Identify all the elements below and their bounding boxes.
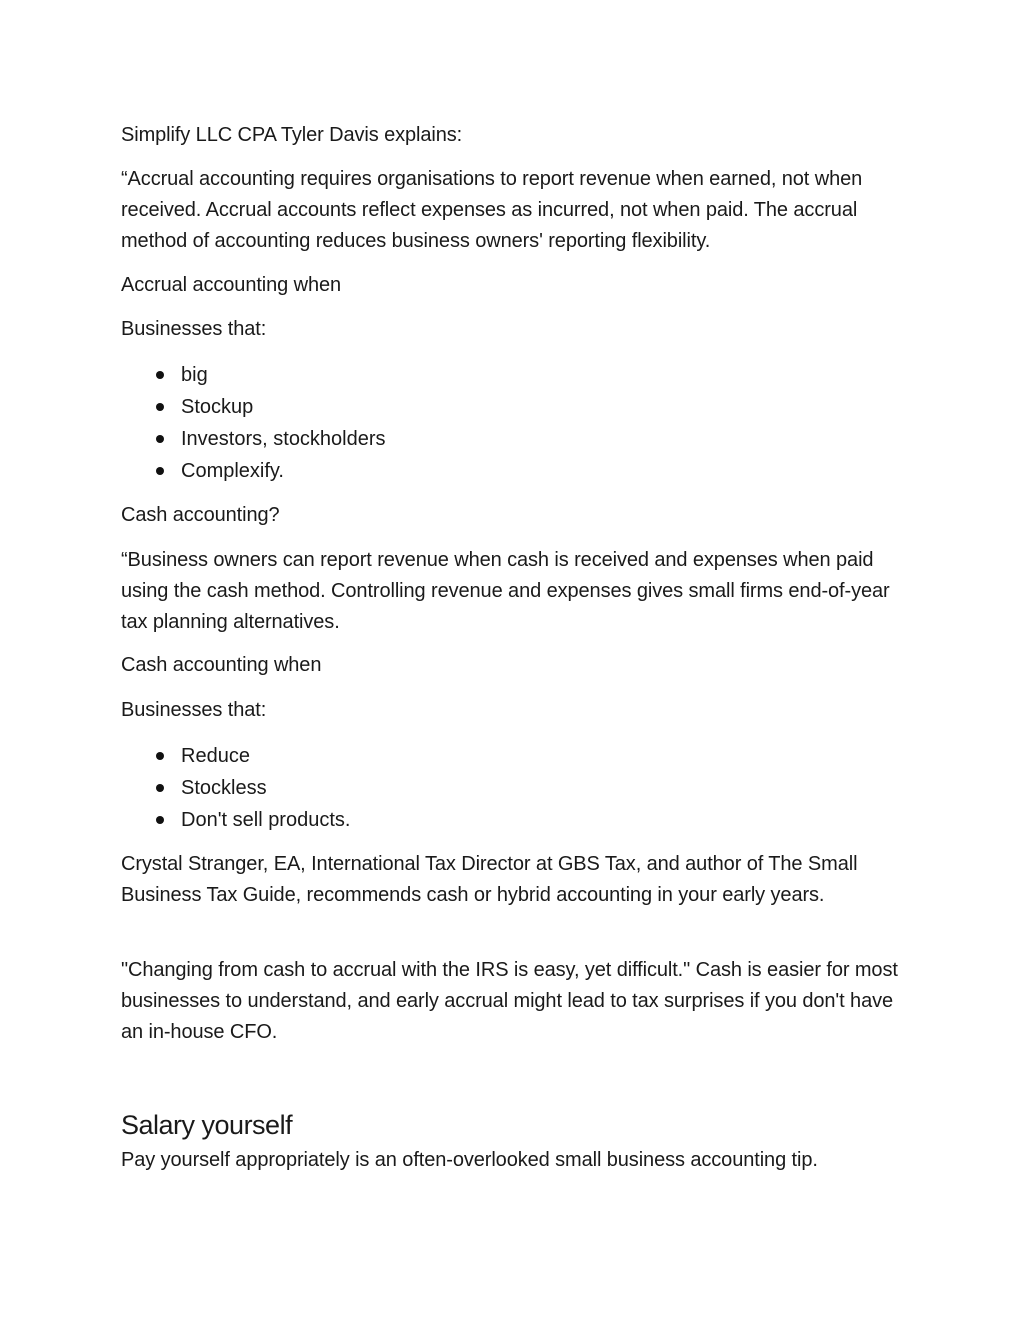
- bullet-icon: [156, 371, 164, 379]
- intro-paragraph: Simplify LLC CPA Tyler Davis explains:: [121, 124, 463, 146]
- changing-paragraph: "Changing from cash to accrual with the IRS is easy, yet difficult." Cash is easier for most businesses to understand, and early accrual might lead to tax surprises if you don't have an in-house CFO.: [121, 959, 898, 1043]
- stranger-paragraph: Crystal Stranger, EA, International Tax Director at GBS Tax, and author of The Small Business Tax Guide, recommends cash or hybrid accounting in your early years.: [121, 853, 858, 906]
- list-item: Reduce: [121, 740, 350, 772]
- businesses-that-paragraph: Businesses that:: [121, 318, 267, 340]
- businesses-that-paragraph: Businesses that:: [121, 699, 267, 721]
- accrual-business-list: [121, 359, 386, 487]
- section-heading: Salary yourself: [121, 1110, 293, 1140]
- list-item: Stockup: [121, 391, 386, 423]
- list-item: Investors, stockholders: [121, 423, 386, 455]
- list-item: Complexify.: [121, 455, 386, 487]
- bullet-icon: [156, 784, 164, 792]
- bullet-icon: [156, 816, 164, 824]
- list-item: Don't sell products.: [121, 804, 350, 836]
- cash-quote-paragraph: “Business owners can report revenue when cash is received and expenses when paid using the cash method. Controlling revenue and expenses gives small firms end-of-year tax planning alternatives.: [121, 549, 890, 633]
- accrual-when-paragraph: Accrual accounting when: [121, 274, 342, 296]
- accrual-quote-paragraph: “Accrual accounting requires organisations to report revenue when earned, not when received. Accrual accounts reflect expenses as incurred, not when paid. The accrual method of accounting reduces business owners' reporting flexibility.: [121, 168, 863, 252]
- list-item: big: [121, 359, 386, 391]
- bullet-icon: [156, 752, 164, 760]
- cash-question-paragraph: Cash accounting?: [121, 504, 280, 526]
- list-item: Stockless: [121, 772, 350, 804]
- bullet-icon: [156, 467, 164, 475]
- cash-when-paragraph: Cash accounting when: [121, 654, 322, 676]
- bullet-icon: [156, 403, 164, 411]
- cash-business-list: [121, 740, 350, 836]
- salary-paragraph: Pay yourself appropriately is an often-overlooked small business accounting tip.: [121, 1149, 818, 1171]
- bullet-icon: [156, 435, 164, 443]
